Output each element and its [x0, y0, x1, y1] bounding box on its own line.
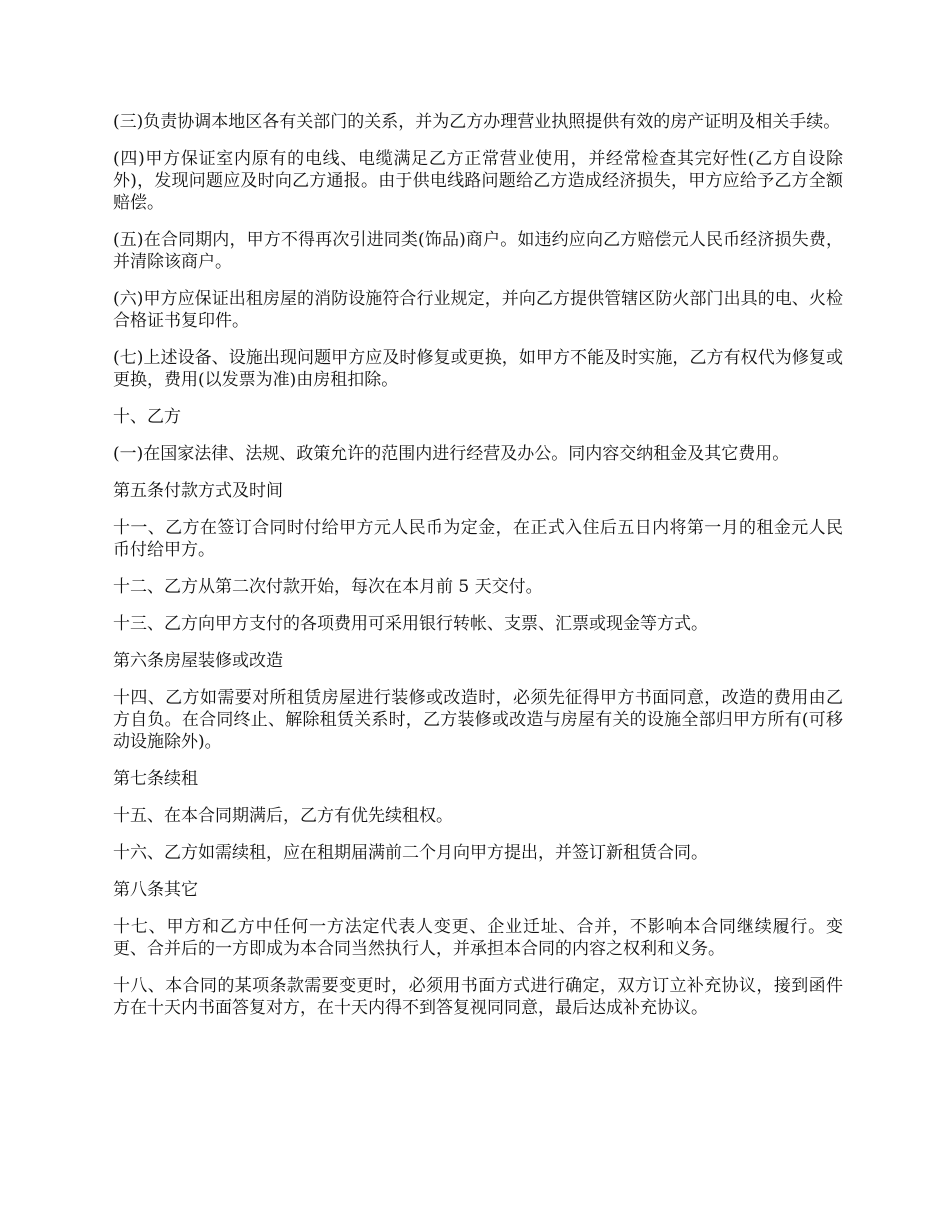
clause-5-exclusivity: (五)在合同期内，甲方不得再次引进同类(饰品)商户。如违约应向乙方赔偿元人民币经济损失费，并清除该商户。	[113, 230, 843, 272]
clause-4-wiring: (四)甲方保证室内原有的电线、电缆满足乙方正常营业使用，并经常检查其完好性(乙方自设除外)，发现问题应及时向乙方通报。由于供电线路问题给乙方造成经济损失，甲方应给予乙方全额赔偿。	[113, 149, 843, 213]
clause-17-representative-change: 十七、甲方和乙方中任何一方法定代表人变更、企业迁址、合并，不影响本合同继续履行。变更、合并后的一方即成为本合同当然执行人，并承担本合同的内容之权利和义务。	[113, 917, 843, 959]
document-body	[113, 111, 843, 1034]
clause-15-priority-renewal: 十五、在本合同期满后，乙方有优先续租权。	[113, 806, 453, 826]
section-heading-party-b: 十、乙方	[113, 407, 181, 427]
clause-18-amendment: 十八、本合同的某项条款需要变更时，必须用书面方式进行确定，双方订立补充协议，接到函件方在十天内书面答复对方，在十天内得不到答复视同同意，最后达成补充协议。	[113, 976, 843, 1018]
article-6-heading: 第六条房屋装修或改造	[113, 651, 283, 671]
article-8-heading: 第八条其它	[113, 880, 198, 900]
clause-6-fire-safety: (六)甲方应保证出租房屋的消防设施符合行业规定，并向乙方提供管辖区防火部门出具的电、火检合格证书复印件。	[113, 289, 843, 331]
clause-7-repair: (七)上述设备、设施出现问题甲方应及时修复或更换，如甲方不能及时实施，乙方有权代为修复或更换，费用(以发票为准)由房租扣除。	[113, 348, 843, 390]
clause-11-deposit: 十一、乙方在签订合同时付给甲方元人民币为定金，在正式入住后五日内将第一月的租金元人民币付给甲方。	[113, 518, 843, 560]
clause-3-coordination: (三)负责协调本地区各有关部门的关系，并为乙方办理营业执照提供有效的房产证明及相关手续。	[113, 112, 841, 132]
clause-13-payment-methods: 十三、乙方向甲方支付的各项费用可采用银行转帐、支票、汇票或现金等方式。	[113, 614, 708, 634]
clause-14-renovation: 十四、乙方如需要对所租赁房屋进行装修或改造时，必须先征得甲方书面同意，改造的费用由乙方自负。在合同终止、解除租赁关系时，乙方装修或改造与房屋有关的设施全部归甲方所有(可移动设施除外)。	[113, 688, 843, 752]
clause-12-payment-schedule: 十二、乙方从第二次付款开始，每次在本月前 5 天交付。	[113, 577, 543, 597]
clause-16-renewal-notice: 十六、乙方如需续租，应在租期届满前二个月向甲方提出，并签订新租赁合同。	[113, 843, 708, 863]
clause-party-b-1: (一)在国家法律、法规、政策允许的范围内进行经营及办公。同内容交纳租金及其它费用。	[113, 444, 790, 464]
article-7-heading: 第七条续租	[113, 769, 198, 789]
article-5-heading: 第五条付款方式及时间	[113, 481, 283, 501]
